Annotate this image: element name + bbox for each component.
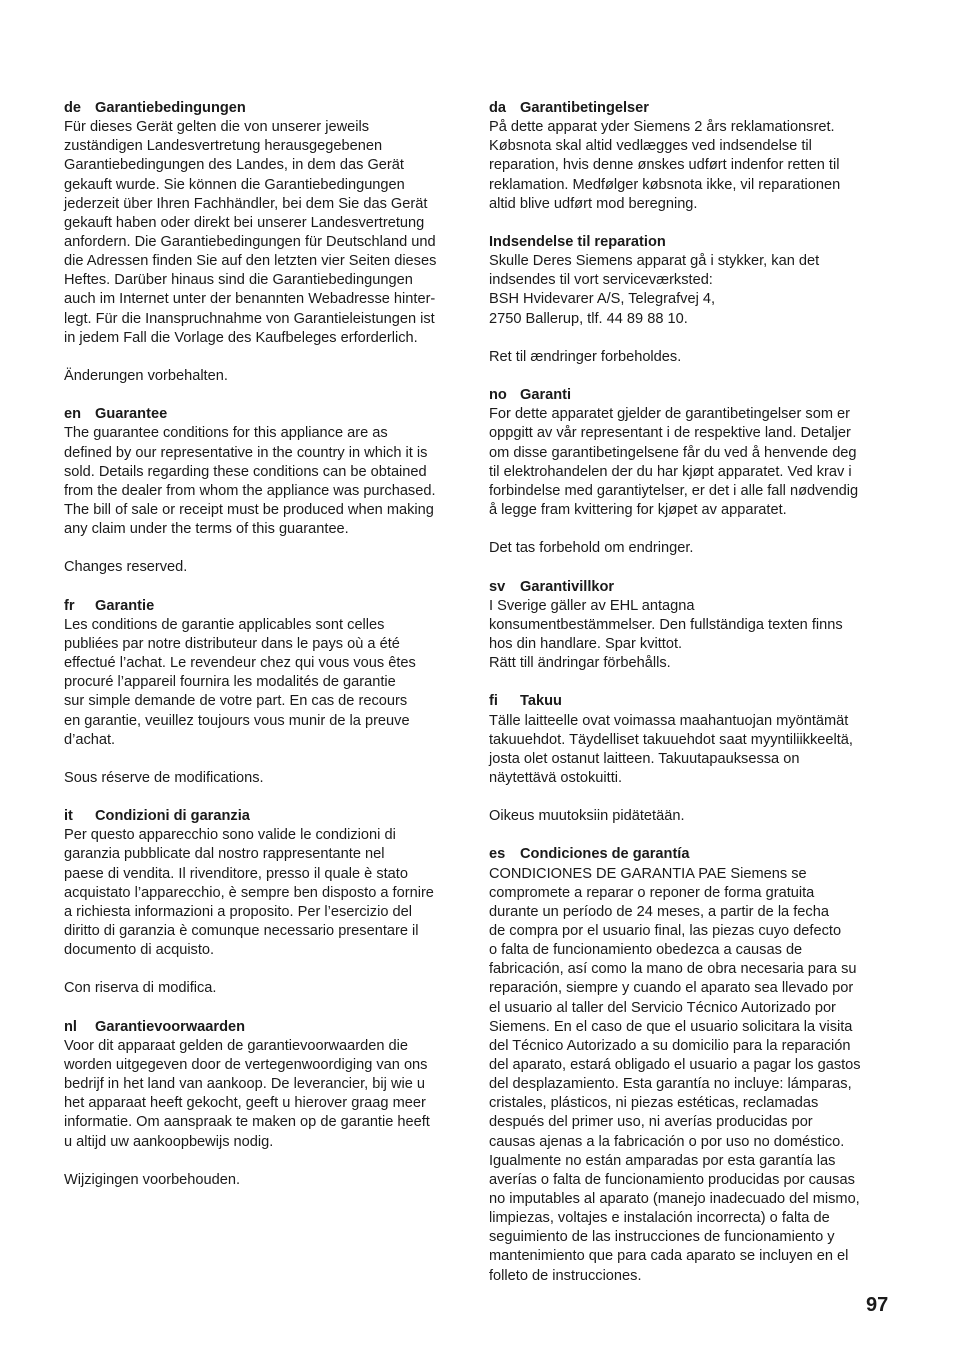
section-heading (489, 386, 899, 405)
body-line: På dette apparat yder Siemens 2 års reklamationsret. (489, 119, 835, 136)
spacer (64, 539, 474, 558)
spacer (489, 367, 899, 386)
body-line: any claim under the terms of this guarantee. (64, 521, 349, 538)
spacer (64, 1152, 474, 1171)
body-line: folleto de instrucciones. (489, 1267, 642, 1284)
changes-note: Wijzigingen voorbehouden. (64, 1171, 241, 1188)
spacer (64, 578, 474, 597)
section-title: Garantivillkor (520, 578, 615, 595)
language-code: it (64, 808, 73, 825)
section-heading (64, 99, 474, 118)
body-line: del Técnico Autorizado a su domicilio para la reparación (489, 1037, 851, 1054)
body-line: til elektrohandelen der du har kjøpt apparatet. Ved krav i (489, 463, 852, 480)
section-fi (489, 692, 899, 845)
body-line: diritto di garanzia è comunque necessario presentare il (64, 923, 419, 940)
body-line: Per questo apparecchio sono valide le condizioni di (64, 827, 396, 844)
spacer (64, 750, 474, 769)
body-line: Købsnota skal altid vedlægges ved indsendelse til (489, 138, 812, 155)
spacer (489, 673, 899, 692)
body-line: reparación, siempre y cuando el aparato sea llevado por (489, 980, 854, 997)
body-line: bedrijf in het land van aankoop. De leverancier, bij wie u (64, 1076, 426, 1093)
body-line: from the dealer from whom the appliance was purchased. (64, 482, 436, 499)
changes-note: Rätt till ändringar förbehålls. (489, 655, 671, 672)
body-line: I Sverige gäller av EHL antagna (489, 597, 695, 614)
body-line: gekauft haben oder direkt bei unserer Landesvertretung (64, 214, 425, 231)
changes-note: Änderungen vorbehalten. (64, 367, 228, 384)
body-line: forbindelse med garantiytelser, er det i alle fall nødvendig (489, 482, 859, 499)
section-heading (489, 692, 899, 711)
body-line: legt. Für die Inanspruchnahme von Garantieleistungen ist (64, 310, 435, 327)
body-line: konsumentbestämmelser. Den fullständiga texten finns (489, 616, 843, 633)
section-heading (489, 99, 899, 118)
body-line: Siemens. En el caso de que el usuario solicitara la visita (489, 1018, 853, 1035)
spacer (64, 348, 474, 367)
body-line: sur simple demande de votre part. En cas de recours (64, 693, 408, 710)
body-line: informatie. Om aanspraak te maken op de garantie heeft (64, 1114, 430, 1131)
body-line: josta olet ostanut laitteen. Takuutapauksessa on (489, 750, 800, 767)
language-code: nl (64, 1018, 77, 1035)
body-line: gekauft wurde. Sie können die Garantiebedingungen (64, 176, 405, 193)
body-line: limpiezas, voltajes e instalación incorrecta) o falta de (489, 1210, 830, 1227)
section-fr (64, 597, 474, 808)
section-title: Garantibetingelser (520, 100, 649, 116)
section-sv (489, 578, 899, 693)
body-line: het apparaat heeft gekocht, geeft u hierover graag meer (64, 1095, 426, 1112)
body-line: effectué l’achat. Le revendeur chez qui vous vous êtes (64, 655, 416, 672)
spacer (489, 558, 899, 577)
body-line: näytettävä ostokuitti. (489, 769, 623, 786)
body-line: The guarantee conditions for this appliance are as (64, 425, 388, 442)
body-line: Igualmente no están amparadas por esta garantía las (489, 1152, 836, 1169)
body-line: Voor dit apparaat gelden de garantievoorwaarden die (64, 1037, 409, 1054)
body-line: o falta de funcionamiento obedezca a causas de (489, 942, 803, 959)
section-title: Garantievoorwaarden (95, 1018, 246, 1035)
body-line: reparation, hvis denne ønskes udført indenfor retten til (489, 157, 840, 174)
changes-note: Oikeus muutoksiin pidätetään. (489, 808, 685, 825)
body-line: altid blive udført mod beregning. (489, 195, 698, 212)
section-da (489, 99, 899, 386)
section-title: Garantiebedingungen (95, 100, 246, 116)
address-line: 2750 Ballerup, tlf. 44 89 88 10. (489, 310, 688, 327)
changes-note: Con riserva di modifica. (64, 980, 217, 997)
body-line: Garantiebedingungen des Landes, in dem das Gerät (64, 157, 404, 174)
changes-note: Ret til ændringer forbeholdes. (489, 348, 682, 365)
section-heading (64, 807, 474, 826)
body-line: de compra por el usuario final, las piezas cuyo defecto (489, 923, 842, 940)
body-line: Für dieses Gerät gelten die von unserer jeweils (64, 119, 370, 136)
body-line: anfordern. Die Garantiebedingungen für Deutschland und (64, 233, 436, 250)
body-line: fabricación, así como la mano de obra necesaria para su (489, 961, 857, 978)
body-line: en garantie, veuillez toujours vous munir de la preuve (64, 712, 410, 729)
body-line: a richiesta informazioni a proposito. Per l’esercizio del (64, 903, 412, 920)
section-heading (64, 597, 474, 616)
body-line: acquistato l’apparecchio, è sempre ben disposto a fornire (64, 884, 434, 901)
body-line: cristales, plásticos, ni piezas estéticas, reclamadas (489, 1095, 819, 1112)
body-line: publiées par notre distributeur dans le pays où a été (64, 635, 400, 652)
body-line: hos din handlare. Spar kvittot. (489, 635, 683, 652)
section-no (489, 386, 899, 577)
section-es (489, 845, 899, 1285)
body-line: om disse garantibetingelsene får du ved å henvende deg (489, 444, 857, 461)
section-title: Garanti (520, 387, 572, 404)
section-title: Condiciones de garantía (520, 846, 690, 863)
body-line: compromete a reparar o reponer de forma gratuita (489, 884, 815, 901)
language-code: fr (64, 597, 75, 614)
body-line: sold. Details regarding these conditions can be obtained (64, 463, 427, 480)
section-heading (64, 1018, 474, 1037)
spacer (64, 999, 474, 1018)
body-line: u altijd uw aankoopbewijs nodig. (64, 1133, 274, 1150)
language-code: en (64, 406, 82, 423)
body-line: The bill of sale or receipt must be produced when making (64, 501, 434, 518)
right-column (489, 99, 899, 1286)
body-line: Tälle laitteelle ovat voimassa maahantuojan myöntämät (489, 712, 849, 729)
section-de (64, 99, 474, 405)
changes-note: Det tas forbehold om endringer. (489, 540, 694, 557)
language-code: no (489, 387, 507, 404)
spacer (64, 960, 474, 979)
section-nl (64, 1018, 474, 1190)
section-title: Guarantee (95, 406, 168, 423)
body-line: reklamation. Medfølger købsnota ikke, vil reparationen (489, 176, 841, 193)
body-line: worden uitgegeven door de vertegenwoordiging van ons (64, 1057, 428, 1074)
body-line: zuständigen Landesvertretung herausgegebenen (64, 138, 383, 155)
language-code: sv (489, 578, 506, 595)
language-code: da (489, 100, 507, 116)
spacer (489, 329, 899, 348)
body-line: auch im Internet unter der benannten Webadresse hinter- (64, 291, 436, 308)
spacer (489, 520, 899, 539)
address-line: BSH Hvidevarer A/S, Telegrafvej 4, (489, 291, 716, 308)
section-it (64, 807, 474, 1018)
language-code: fi (489, 693, 498, 710)
body-line: Skulle Deres Siemens apparat gå i stykker, kan det (489, 253, 820, 270)
body-line: documento di acquisto. (64, 942, 215, 959)
changes-note: Changes reserved. (64, 559, 188, 576)
body-line: procuré l’appareil fournira les modalités de garantie (64, 674, 396, 691)
body-line: in jedem Fall die Vorlage des Kaufbeleges erforderlich. (64, 329, 418, 346)
section-title: Takuu (520, 693, 562, 710)
left-column (64, 99, 474, 1190)
body-line: d’achat. (64, 731, 116, 748)
body-line: el usuario al taller del Servicio Técnico Autorizado por (489, 999, 836, 1016)
body-line: del desplazamiento. Esta garantía no incluye: lámparas, (489, 1076, 852, 1093)
body-line: å legge fram kvittering for kjøpet av apparatet. (489, 501, 787, 518)
page-number: 97 (866, 1294, 889, 1316)
body-line: mantenimiento que para cada aparato se incluyen en el (489, 1248, 849, 1265)
body-line: garanzia pubblicate dal nostro rappresentante nel (64, 846, 385, 863)
body-line: causas ajenas a la fabricación o por uso no doméstico. (489, 1133, 845, 1150)
body-line: For dette apparatet gjelder de garantibetingelser som er (489, 406, 851, 423)
section-title: Garantie (95, 597, 155, 614)
section-title: Condizioni di garanzia (95, 808, 250, 825)
section-heading (489, 845, 899, 864)
body-line: defined by our representative in the country in which it is (64, 444, 428, 461)
language-code: es (489, 846, 506, 863)
body-line: del aparato, estará obligado el usuario a pagar los gastos (489, 1057, 861, 1074)
language-code: de (64, 100, 82, 116)
body-line: averías o falta de funcionamiento producidas por causas (489, 1171, 855, 1188)
body-line: CONDICIONES DE GARANTIA PAE Siemens se (489, 865, 807, 882)
body-line: indsendes til vort serviceværksted: (489, 272, 713, 289)
section-heading (489, 578, 899, 597)
body-line: takuuehdot. Täydelliset takuuehdot saat myyntiliikkeeltä, (489, 731, 853, 748)
section-heading (64, 405, 474, 424)
body-line: Les conditions de garantie applicables sont celles (64, 616, 385, 633)
body-line: paese di vendita. Il rivenditore, presso il quale è stato (64, 865, 408, 882)
changes-note: Sous réserve de modifications. (64, 769, 264, 786)
spacer (489, 214, 899, 233)
body-line: oppgitt av vår representant i de respektive land. Detaljer (489, 425, 851, 442)
body-line: jederzeit über Ihren Fachhändler, bei dem Sie das Gerät (64, 195, 428, 212)
subheading: Indsendelse til reparation (489, 233, 666, 250)
body-line: durante un período de 24 meses, a partir de la fecha (489, 903, 829, 920)
spacer (489, 788, 899, 807)
spacer (64, 788, 474, 807)
spacer (64, 386, 474, 405)
body-line: seguimiento de las instrucciones de funcionamiento y (489, 1229, 835, 1246)
body-line: no imputables al aparato (manejo inadecuado del mismo, (489, 1191, 860, 1208)
section-en (64, 405, 474, 596)
body-line: die Adressen finden Sie auf den letzten vier Seiten dieses (64, 253, 437, 270)
body-line: después del primer uso, ni averías producidas por (489, 1114, 813, 1131)
spacer (489, 826, 899, 845)
body-line: Heftes. Darüber hinaus sind die Garantiebedingungen (64, 272, 413, 289)
